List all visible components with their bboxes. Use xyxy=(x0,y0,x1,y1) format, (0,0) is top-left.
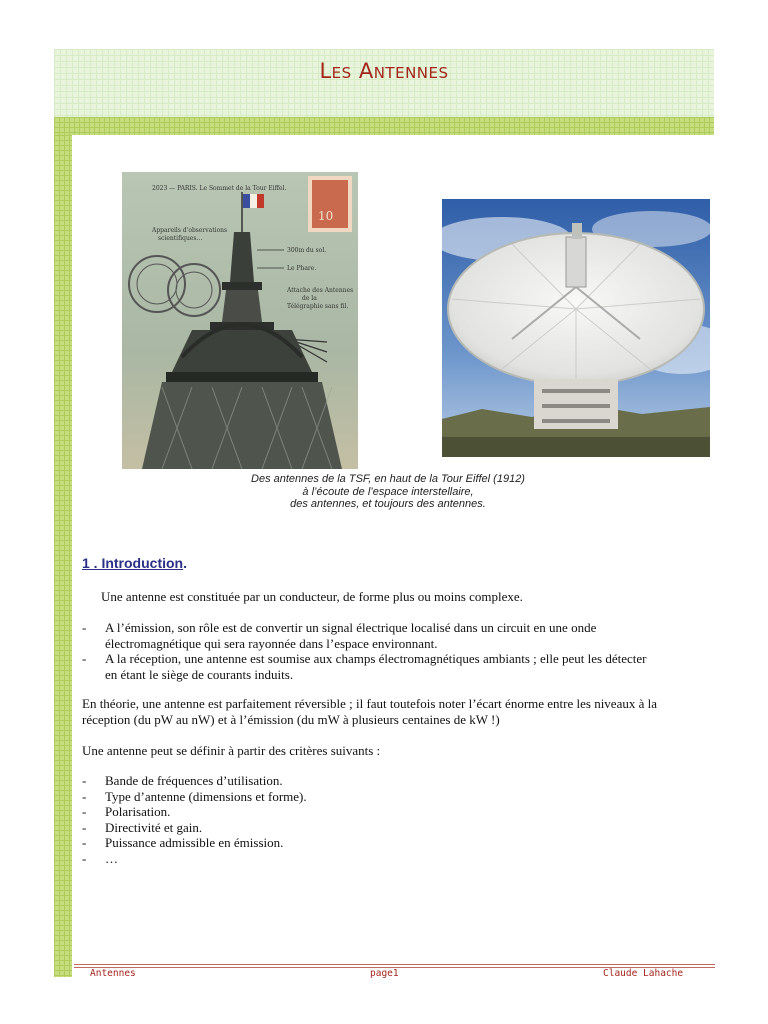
criteria-text: Bande de fréquences d’utilisation. xyxy=(105,773,283,788)
list-item-line: en étant le siège de courants induits. xyxy=(105,667,294,682)
list-dash: - xyxy=(82,851,87,866)
section-heading-period: . xyxy=(183,555,187,571)
list-dash: - xyxy=(82,820,87,835)
footer-left: Antennes xyxy=(90,968,136,979)
list-item-line: A l’émission, son rôle est de convertir un signal électrique localisé dans un circuit en une onde xyxy=(105,620,597,635)
list-dash: - xyxy=(82,620,87,635)
postcard-label-1: Appareils d'observations xyxy=(152,227,228,234)
theory-paragraph-line-2: réception (du pW au nW) et à l’émission (du mW à plusieurs centaines de kW !) xyxy=(82,712,500,727)
criteria-text: Directivité et gain. xyxy=(105,820,203,835)
list-item-line: électromagnétique qui sera rayonnée dans l’espace environnant. xyxy=(105,636,438,651)
header-banner xyxy=(54,49,714,117)
caption-line-3: des antennes, et toujours des antennes. xyxy=(290,498,486,510)
criteria-text: Puissance admissible en émission. xyxy=(105,835,284,850)
postcard-top-text: 2023 — PARIS. Le Sommet de la Tour Eiffel. xyxy=(152,185,287,192)
list-dash: - xyxy=(82,773,87,788)
document-title: Les Antennes xyxy=(319,59,449,83)
theory-paragraph-line-1: En théorie, une antenne est parfaitement réversible ; il faut toutefois noter l’écart énorme entre les niveaux à la xyxy=(82,696,658,711)
header-stripe xyxy=(54,117,714,135)
list-item-line: A la réception, une antenne est soumise aux champs électromagnétiques ambiants ; elle peut les détecter xyxy=(105,651,647,666)
criteria-intro: Une antenne peut se définir à partir des critères suivants : xyxy=(82,743,381,758)
section-heading-text: 1 . Introduction xyxy=(82,555,184,571)
stamp-value: 10 xyxy=(318,209,334,223)
postcard-label-3: Le Phare. xyxy=(287,265,317,272)
section-heading xyxy=(82,555,187,571)
criteria-text: Polarisation. xyxy=(105,804,171,819)
footer-author: Claude Lahache xyxy=(603,968,684,979)
postcard-label-4b: de la xyxy=(302,295,317,302)
list-dash: - xyxy=(82,651,87,666)
list-dash: - xyxy=(82,804,87,819)
radio-telescope-image xyxy=(442,199,710,457)
postcard-label-1b: scientifiques… xyxy=(158,235,203,242)
left-margin-stripe xyxy=(54,135,72,977)
criteria-text: Type d’antenne (dimensions et forme). xyxy=(105,789,307,804)
list-dash: - xyxy=(82,835,87,850)
footer-rule xyxy=(74,964,715,965)
postcard-label-2: 300m du sol. xyxy=(287,247,327,254)
eiffel-tower-postcard-image xyxy=(122,172,358,469)
caption-line-2: à l’écoute de l’espace interstellaire, xyxy=(302,485,474,498)
list-dash: - xyxy=(82,789,87,804)
postcard-label-4c: Télégraphie sans fil. xyxy=(287,303,349,310)
caption-line-1: Des antennes de la TSF, en haut de la Tour Eiffel (1912) xyxy=(251,473,525,485)
postcard-label-4: Attache des Antennes xyxy=(287,287,354,294)
footer-page-number: page1 xyxy=(370,968,399,979)
criteria-text: … xyxy=(105,851,118,866)
image-caption xyxy=(150,473,626,511)
intro-paragraph: Une antenne est constituée par un conducteur, de forme plus ou moins complexe. xyxy=(101,589,523,604)
